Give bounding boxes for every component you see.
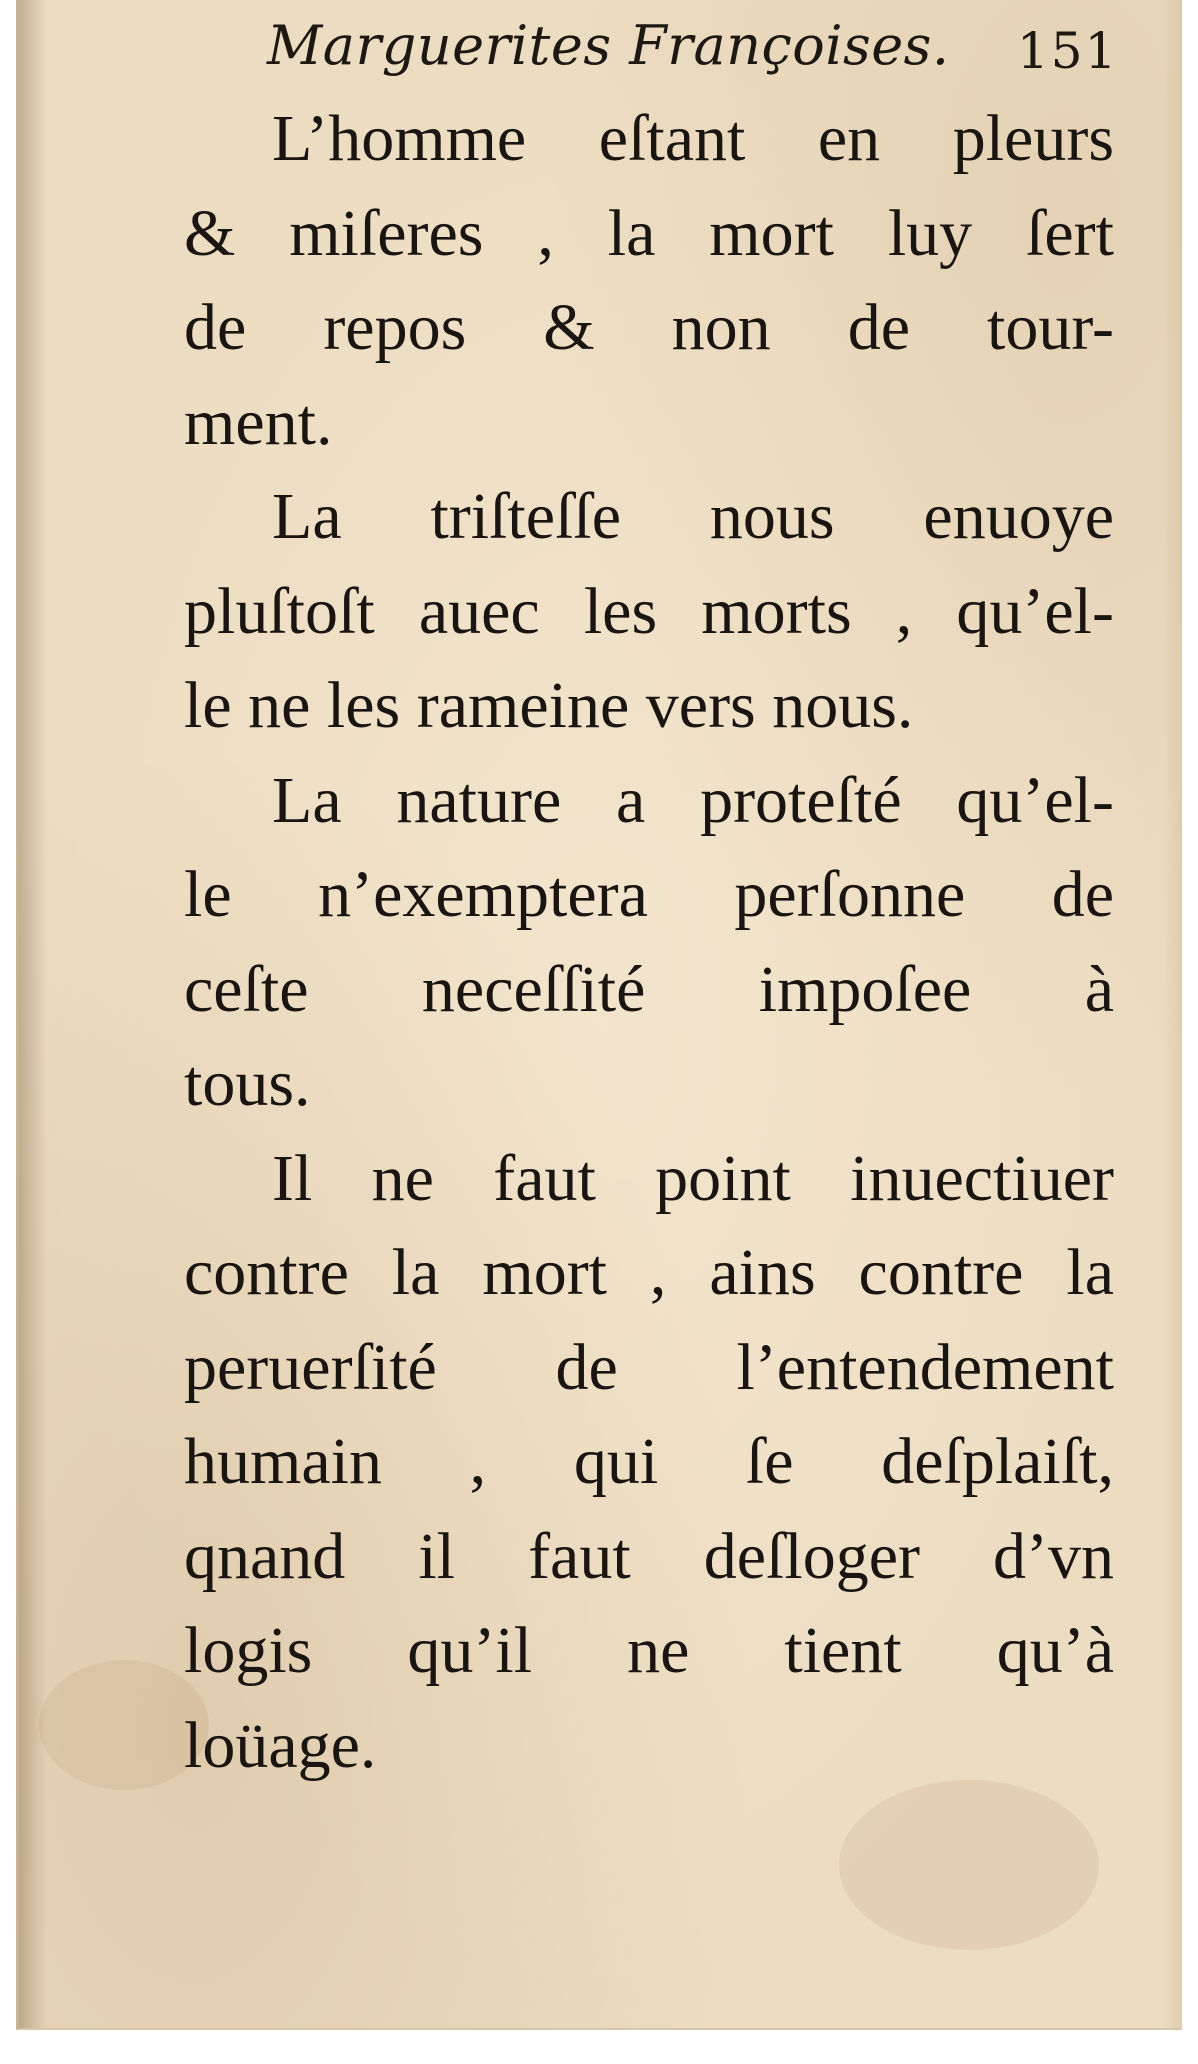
text-line: le ne les rameine vers nous.: [184, 669, 914, 742]
text-line: loüage.: [184, 1708, 377, 1782]
paper-stain: [839, 1780, 1099, 1950]
text-line: logis qu’il ne tient qu’à: [184, 1614, 1114, 1687]
text-line: ment.: [184, 385, 333, 459]
text-line: La triſteſſe nous enuoye: [272, 480, 1114, 553]
page-header: [19, 8, 1182, 88]
body-text: [184, 92, 1114, 1793]
book-page: [16, 0, 1182, 2030]
text-line: tous.: [184, 1047, 311, 1120]
text-line: qnand il faut deſloger d’vn: [184, 1519, 1114, 1593]
text-line: le n’exemptera perſonne de: [184, 858, 1114, 931]
page-number: 151: [1017, 22, 1119, 80]
text-line: La nature a proteſté qu’el-: [272, 763, 1114, 837]
text-line: contre la mort , ains contre la: [184, 1236, 1114, 1309]
text-line: & miſeres , la mort luy ſert: [184, 196, 1114, 270]
text-line: peruerſité de l’entendement: [184, 1330, 1114, 1404]
text-line: pluſtoſt auec les morts , qu’el-: [184, 574, 1114, 648]
text-line: Il ne faut point inuectiuer: [272, 1141, 1114, 1215]
text-line: ceſte neceſſité impoſee à: [184, 952, 1114, 1026]
text-line: de repos & non de tour-: [184, 291, 1114, 364]
running-title: Marguerites Françoises.: [267, 14, 950, 77]
text-line: L’homme eſtant en pleurs: [272, 102, 1114, 175]
page-edge-shade: [1162, 0, 1182, 2028]
text-line: humain , qui ſe deſplaiſt,: [184, 1425, 1114, 1498]
